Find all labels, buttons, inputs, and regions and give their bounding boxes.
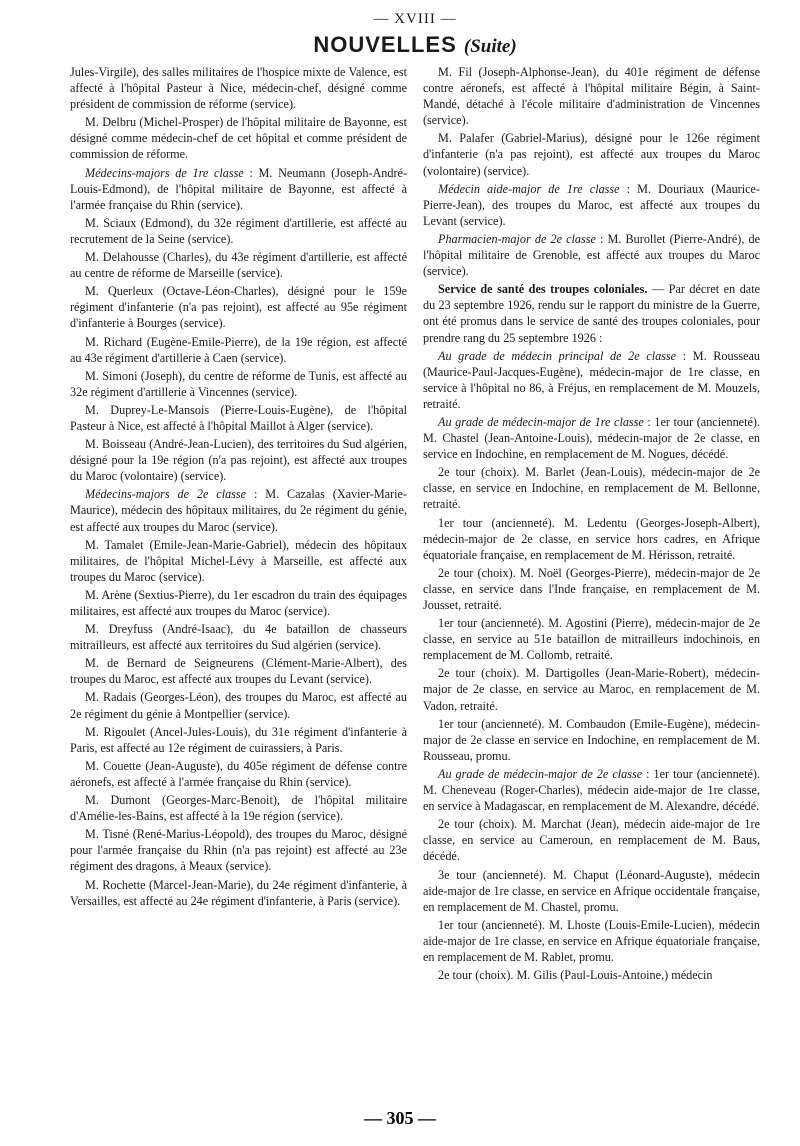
paragraph: M. Tisné (René-Marius-Léopold), des troupes du Maroc, désigné pour l'armée française du Rhin (n'a pas rejoint) est affecté au 23e régiment des dragons, à Meaux (service).	[70, 827, 407, 874]
paragraph: M. Sciaux (Edmond), du 32e régiment d'artillerie, est affecté au recrutement de la Seine (service).	[70, 215, 407, 246]
paragraph: Au grade de médecin principal de 2e classe : M. Rousseau (Maurice-Paul-Jacques-Eugène), médecin-major de 1re classe, en service à l'hôpital no 86, à Fréjus, en remplacement de M. Mouzels, retraité.	[423, 348, 760, 411]
title-main: NOUVELLES	[313, 32, 457, 57]
paragraph: M. Radais (Georges-Léon), des troupes du Maroc, est affecté au 2e régiment du génie à Montpellier (service).	[70, 690, 407, 721]
paragraph: M. Boisseau (André-Jean-Lucien), des territoires du Sud algérien, désigné pour la 19e région (n'a pas rejoint), est affecté aux troupes du Maroc (volontaire) (service).	[70, 437, 407, 484]
paragraph: 1er tour (ancienneté). M. Agostini (Pierre), médecin-major de 2e classe, en service au 51e bataillon de mitrailleurs indochinois, en remplacement de M. Collomb, retraité.	[423, 616, 760, 663]
paragraph: Pharmacien-major de 2e classe : M. Burollet (Pierre-André), de l'hôpital militaire de Grenoble, est affecté aux troupes du Maroc (service).	[423, 231, 760, 279]
page-folio: — 305 —	[364, 1108, 436, 1128]
paragraph: Jules-Virgile), des salles militaires de l'hospice mixte de Valence, est affecté à l'hôpital Pasteur à Nice, médecin-chef, désigné comme président de commission de réforme (service).	[70, 65, 407, 112]
title-suffix: (Suite)	[463, 36, 517, 57]
paragraph: M. Tamalet (Emile-Jean-Marie-Gabriel), médecin des hôpitaux militaires, de l'hôpital Michel-Lévy à Marseille, est affecté aux troupes du Maroc (service).	[70, 537, 407, 584]
paragraph: 3e tour (ancienneté). M. Chaput (Léonard-Auguste), médecin aide-major de 1re classe, en service en Afrique occidentale française, en remplacement de M. Chastel, promu.	[423, 867, 760, 914]
paragraph: Médecins-majors de 1re classe : M. Neumann (Joseph-André-Louis-Edmond), de l'hôpital militaire de Bayonne, est affecté à l'armée française du Rhin (service).	[70, 165, 407, 212]
paragraph: Au grade de médecin-major de 1re classe : 1er tour (ancienneté). M. Chastel (Jean-Antoine-Louis), médecin-major de 2e classe, en service en Indochine, en remplacement de M. Nogues, décédé.	[423, 414, 760, 462]
paragraph: Médecins-majors de 2e classe : M. Cazalas (Xavier-Marie-Maurice), médecin des hôpitaux militaires, du 2e régiment du génie, est affecté aux troupes du Maroc (service).	[70, 487, 407, 534]
two-column-body	[70, 64, 760, 985]
paragraph: M. Fil (Joseph-Alphonse-Jean), du 401e régiment de défense contre aéronefs, est affecté à l'hôpital militaire Bégin, à Saint-Mandé, détaché à l'école militaire d'administration de Vincennes (service).	[423, 65, 760, 128]
paragraph: M. Delahousse (Charles), du 43e régiment d'artillerie, est affecté au centre de réforme de Marseille (service).	[70, 250, 407, 281]
paragraph: Médecin aide-major de 1re classe : M. Douriaux (Maurice-Pierre-Jean), des troupes du Maroc, est affecté aux troupes du Levant (service).	[423, 181, 760, 228]
paragraph: 1er tour (ancienneté). M. Combaudon (Emile-Eugène), médecin-major de 2e classe en service en Indochine, en remplacement de M. Rousseau, promu.	[423, 716, 760, 763]
paragraph: 2e tour (choix). M. Gilis (Paul-Louis-Antoine,) médecin	[438, 968, 713, 983]
paragraph: M. Palafer (Gabriel-Marius), désigné pour le 126e régiment d'infanterie (n'a pas rejoint), est affecté aux troupes du Maroc (volontaire) (service).	[423, 131, 760, 178]
left-column	[70, 64, 407, 985]
paragraph: 1er tour (ancienneté). M. Lhoste (Louis-Emile-Lucien), médecin aide-major de 1re classe, en service en Afrique équatoriale française, en remplacement de M. Rablet, promu.	[423, 917, 760, 964]
paragraph: 1er tour (ancienneté). M. Ledentu (Georges-Joseph-Albert), médecin-major de 2e classe, en service hors cadres, en Afrique équatoriale française, en remplacement de M. Hérisson, retraité.	[423, 515, 760, 562]
paragraph: Service de santé des troupes coloniales. — Par décret en date du 23 septembre 1926, rendu sur le rapport du ministre de la Guerre, ont été promus dans le service de santé des troupes coloniales, pour prendre rang du 25 septembre 1926 :	[423, 282, 760, 345]
paragraph: Au grade de médecin-major de 2e classe : 1er tour (ancienneté). M. Cheneveau (Roger-Charles), médecin aide-major de 1re classe, en service à Madagascar, en remplacement de M. Alexandre, décédé.	[423, 766, 760, 814]
paragraph: 2e tour (choix). M. Dartigolles (Jean-Marie-Robert), médecin-major de 2e classe, en service au Maroc, en remplacement de M. Vadon, retraité.	[423, 666, 760, 713]
paragraph: M. Delbru (Michel-Prosper) de l'hôpital militaire de Bayonne, est désigné comme médecin-chef de cet hôpital et comme président de commission de réforme.	[70, 115, 407, 162]
paragraph: M. Dreyfuss (André-Isaac), du 4e bataillon de chasseurs mitrailleurs, est affecté aux territoires du Sud algérien (service).	[70, 622, 407, 653]
paragraph: M. Rochette (Marcel-Jean-Marie), du 24e régiment d'infanterie, à Versailles, est affecté au 24e régiment d'infanterie, à Paris (service).	[70, 877, 407, 908]
paragraph: 2e tour (choix). M. Noël (Georges-Pierre), médecin-major de 2e classe, en service dans l'Inde française, en remplacement de M. Jousset, retraité.	[423, 565, 760, 612]
paragraph: M. Rigoulet (Ancel-Jules-Louis), du 31e régiment d'infanterie à Paris, est affecté au 12e régiment de cuirassiers, à Paris.	[70, 724, 407, 755]
page-title	[70, 30, 760, 60]
paragraph: M. Richard (Eugène-Emile-Pierre), de la 19e région, est affecté au 43e régiment d'artillerie à Caen (service).	[70, 334, 407, 365]
paragraph: M. Querleux (Octave-Léon-Charles), désigné pour le 159e régiment d'infanterie (n'a pas rejoint), est affecté au 95e régiment d'infanterie à Bourges (service).	[70, 284, 407, 331]
paragraph: M. Dumont (Georges-Marc-Benoit), de l'hôpital militaire d'Amélie-les-Bains, est affecté à la 19e région (service).	[70, 793, 407, 824]
paragraph: M. de Bernard de Seigneurens (Clément-Marie-Albert), des troupes du Maroc, est affecté aux troupes du Levant (service).	[70, 656, 407, 687]
paragraph: M. Simoni (Joseph), du centre de réforme de Tunis, est affecté au 32e régiment d'artillerie à Vincennes (service).	[70, 368, 407, 399]
paragraph: M. Couette (Jean-Auguste), du 405e régiment de défense contre aéronefs, est affecté à l'armée française du Rhin (service).	[70, 758, 407, 789]
paragraph: 2e tour (choix). M. Marchat (Jean), médecin aide-major de 1re classe, en service au Cameroun, en remplacement de M. Baus, décédé.	[423, 817, 760, 864]
paragraph: M. Arène (Sextius-Pierre), du 1er escadron du train des équipages militaires, est affecté aux troupes du Maroc (service).	[70, 587, 407, 618]
right-column	[423, 64, 760, 985]
paragraph: M. Duprey-Le-Mansois (Pierre-Louis-Eugène), de l'hôpital Pasteur à Nice, est affecté à l'hôpital Maillot à Alger (service).	[70, 402, 407, 433]
paragraph: 2e tour (choix). M. Barlet (Jean-Louis), médecin-major de 2e classe, en service en Indochine, en remplacement de M. Bellonne, retraité.	[423, 465, 760, 512]
page-roman-number: — XVIII —	[373, 11, 457, 27]
